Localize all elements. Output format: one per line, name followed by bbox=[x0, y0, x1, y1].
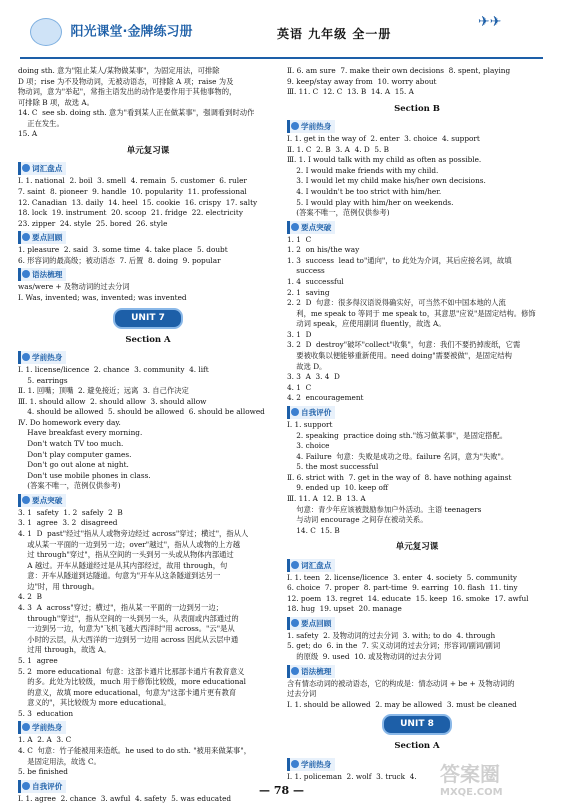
bullet-icon bbox=[22, 233, 30, 241]
left-grammar-text: was/were + 及物动词的过去分词 Ⅰ. Was, invented; was, invented; was invented bbox=[18, 282, 187, 302]
right-grammar-text: 含有情态动词的被动语态，它的构成是：情态动词 + be + 及物动词的 过去分词 Ⅰ. 1. should be allowed 2. may be allowed 3. must be cleaned bbox=[287, 678, 517, 709]
series-title: 阳光课堂·金牌练习册 bbox=[70, 24, 193, 40]
unit-8-badge: UNIT 8 bbox=[287, 714, 547, 735]
left-review-title: 单元复习课 bbox=[126, 146, 170, 157]
bullet-icon bbox=[22, 723, 30, 731]
right-breakthrough-text: 1. 1 C 1. 2 on his/the way 1. 3 success lead to"通向"，to 此处为介词，其后应接名词，故填 success 1. 4 successful 2. 1 saving 2. 2 D 句意：很多得汉语说得确实好，可当然不如中国本地的人流 利，me speak to 等同于 me speak to，其意思"应说"是固定结构。修饰 动词 speak，应使用副词 fluently，故选 A。 3. 1 D 3. 2 D destroy"破坏"collect"收集"，句意：我们不要扔掉废纸，它需 要被收集以便能够重新使用。need doing"需要被做"，是固定结构 故选 D。 3. 3 A 3. 4 D 4. 1 C 4. 2 encouragement bbox=[287, 234, 536, 403]
left-self-eval-text: Ⅰ. 1. agree 2. chance 3. awful 4. safety 5. was educated bbox=[18, 793, 232, 803]
subject-title: 英语 九年级 全一册 bbox=[277, 27, 392, 41]
bullet-icon bbox=[22, 164, 30, 172]
bullet-icon bbox=[22, 353, 30, 361]
bullet-icon bbox=[291, 223, 299, 231]
birds-icon: ✈✈ bbox=[478, 14, 502, 30]
left-warmup-label: 学前热身 bbox=[18, 351, 66, 364]
right-warmup2-text: Ⅰ. 1. policeman 2. wolf 3. truck 4. bbox=[287, 771, 417, 781]
right-review-title: 单元复习课 bbox=[395, 542, 439, 553]
left-key-text: 1. pleasure 2. said 3. some time 4. take place 5. doubt 6. 形容词的最高级；被动语态 7. 后置 8. doing 9. popular bbox=[18, 245, 228, 265]
left-breakthrough-label: 要点突破 bbox=[18, 494, 66, 507]
left-warmup-text: Ⅰ. 1. license/licence 2. chance 3. community 4. lift 5. earrings Ⅱ. 1. 回嘴；顶嘴 2. 避免接近；远离 3. 自己作决定 Ⅲ. 1. should allow 2. should allow 3. should allow 4. should be allowed 5. should be allowed 6. should be allowed Ⅳ. Do homework every day. Have breakfast every morning. Don't watch TV too much. Don't play computer games. Don't go out alone at night. Don't use mobile phones in class. (答案不唯一，范例仅供参考) bbox=[18, 364, 265, 491]
right-key-label: 要点回顾 bbox=[287, 617, 335, 630]
right-breakthrough-label: 要点突破 bbox=[287, 221, 335, 234]
page-header bbox=[0, 0, 563, 58]
right-self-eval-label: 自我评价 bbox=[287, 406, 335, 419]
bullet-icon bbox=[291, 408, 299, 416]
bullet-icon bbox=[22, 270, 30, 278]
left-vocab-text: Ⅰ. 1. national 2. boil 3. smell 4. remain 5. customer 6. ruler 7. saint 8. pioneer 9. handle 10. popularity 11. professional 12. Canadian 13. daily 14. heel 15. cookie 16. crispy 17. salty 18. lock 19. instrument 20. scoop 21. fridge 22. electricity 23. zipper 24. style 25. bored 26. style bbox=[18, 176, 258, 228]
bullet-icon bbox=[22, 496, 30, 504]
left-intro: doing sth. 意为"阻止某人/某物做某事"，为固定用法，可排除 D 项；rise 为不及物动词，无被动语态，可排除 A 项；raise 为及 物动词，意为"举起"，常指主语发出的动作是要作用于其他事物的， 可排除 B 项，故选 A。 14. C see sb. doing sth. 意为"看到某人正在做某事"，强调看到时动作 正在发生。 15. A bbox=[18, 66, 255, 139]
right-warmup-text: Ⅰ. 1. get in the way of 2. enter 3. choice 4. support Ⅱ. 1. C 2. B 3. A 4. D 5. B Ⅲ. 1. I would talk with my child as often as possible. 2. I would make friends with my child. 3. I would let my child make his/her own decisions. 4. I wouldn't be too strict with him/her. 5. I would play with him/her on weekends. (答案不唯一，范例仅供参考) bbox=[287, 134, 486, 218]
bullet-icon bbox=[291, 561, 299, 569]
left-breakthrough-text: 3. 1 safety 1. 2 safely 2 B 3. 1 agree 3. 2 disagreed 4. 1 D past"经过"指从人或物旁边经过 across"穿过；横过"，指从人 或从某一平面的一边到另一边；over"越过"，指从人或物的上方越 过 through"穿过"，指从空间的一头到另一头或从物体内部通过 A 越过。开车从隧道经过是从其内部经过，故用 through，句 意：开车从隧道到达隧道。句意为"开车从这条隧道到达另一 边"时，用 through。 4. 2 B 4. 3 A across"穿过；横过"，指从某一平面的一边到另一边； through"穿过"，指从空间的一头到另一头，从表面或内部通过的 一边到另一边，句意为"飞机飞越大西洋时"用 across。"云"是从 小时的云层，从大西洋的一边到另一边用 across 因此从云层中通 过用 through，故选 A。 5. 1 agree 5. 2 more educational 句意：这部卡通片比那部卡通片有教育意义 的多。此处为比较级，much 用于修饰比较级，more educational 的意义，故填 more educational，句意为"这部卡通片更有教育 意义的"，其比较级为 more educational。 5. 3 education bbox=[18, 507, 249, 718]
right-warmup-label: 学前热身 bbox=[287, 120, 335, 133]
right-warmup2-label: 学前热身 bbox=[287, 758, 335, 771]
left-warmup2-label: 学前热身 bbox=[18, 721, 66, 734]
left-vocab-label: 词汇盘点 bbox=[18, 162, 66, 175]
header-rule bbox=[20, 57, 543, 59]
right-column bbox=[287, 64, 547, 782]
right-vocab-label: 词汇盘点 bbox=[287, 559, 335, 572]
globe-icon bbox=[30, 18, 62, 46]
left-column bbox=[18, 64, 278, 804]
unit-7-section-a-title: Section A bbox=[125, 334, 171, 345]
right-grammar-label: 语法梳理 bbox=[287, 665, 335, 678]
page-number: — 78 — bbox=[259, 784, 304, 797]
left-key-label: 要点回顾 bbox=[18, 231, 66, 244]
unit-8-section-a-title: Section A bbox=[394, 741, 440, 752]
right-intro: Ⅱ. 6. am sure 7. make their own decisions 8. spent, playing 9. keep/stay away from 10. worry about Ⅲ. 11. C 12. C 13. B 14. A 15. A bbox=[287, 66, 511, 97]
left-self-eval-label: 自我评价 bbox=[18, 780, 66, 793]
unit-7-badge: UNIT 7 bbox=[18, 308, 278, 329]
left-grammar-label: 语法梳理 bbox=[18, 268, 66, 281]
left-warmup2-text: 1. A 2. A 3. C 4. C 句意：竹子能被用来造纸。he used to do sth. "被用来做某事"， 是固定用法，故选 C。 5. be finished bbox=[18, 735, 251, 777]
site-watermark: 答案圈 MXQE.COM bbox=[440, 762, 503, 798]
bullet-icon bbox=[291, 122, 299, 130]
bullet-icon bbox=[291, 667, 299, 675]
bullet-icon bbox=[291, 760, 299, 768]
right-self-eval-text: Ⅰ. 1. support 2. speaking practice doing sth."练习做某事"，是固定搭配。 3. choice 4. Failure 句意：失败是成功之母。failure 名词，意为"失败"。 5. the most successful Ⅱ. 6. strict with 7. get in the way of 8. have nothing against 9. ended up 10. keep off Ⅲ. 11. A 12. B 13. A 句意：青少年应该被鼓励参加户外活动。主语 teenagers 与动词 encourage 之间存在被动关系。 14. C 15. B bbox=[287, 419, 512, 535]
right-key-text: 1. safety 2. 及物动词的过去分词 3. with; to do 4. through 5. get; do 6. in the 7. 实义动词的过去分词；形容词/副词/副词 的原级 9. used 10. 或及物动词的过去分词 bbox=[287, 630, 501, 662]
section-b-title: Section B bbox=[394, 103, 440, 114]
bullet-icon bbox=[291, 619, 299, 627]
series-logo bbox=[30, 18, 192, 46]
right-vocab-text: Ⅰ. 1. teen 2. license/licence 3. enter 4. society 5. community 6. choice 7. proper 8. part-time 9. earring 10. flash 11. tiny 12. poem 13. regret 14. educate 15. keep 16. smoke 17. awful 18. hug 19. upset 20. manage bbox=[287, 572, 529, 614]
